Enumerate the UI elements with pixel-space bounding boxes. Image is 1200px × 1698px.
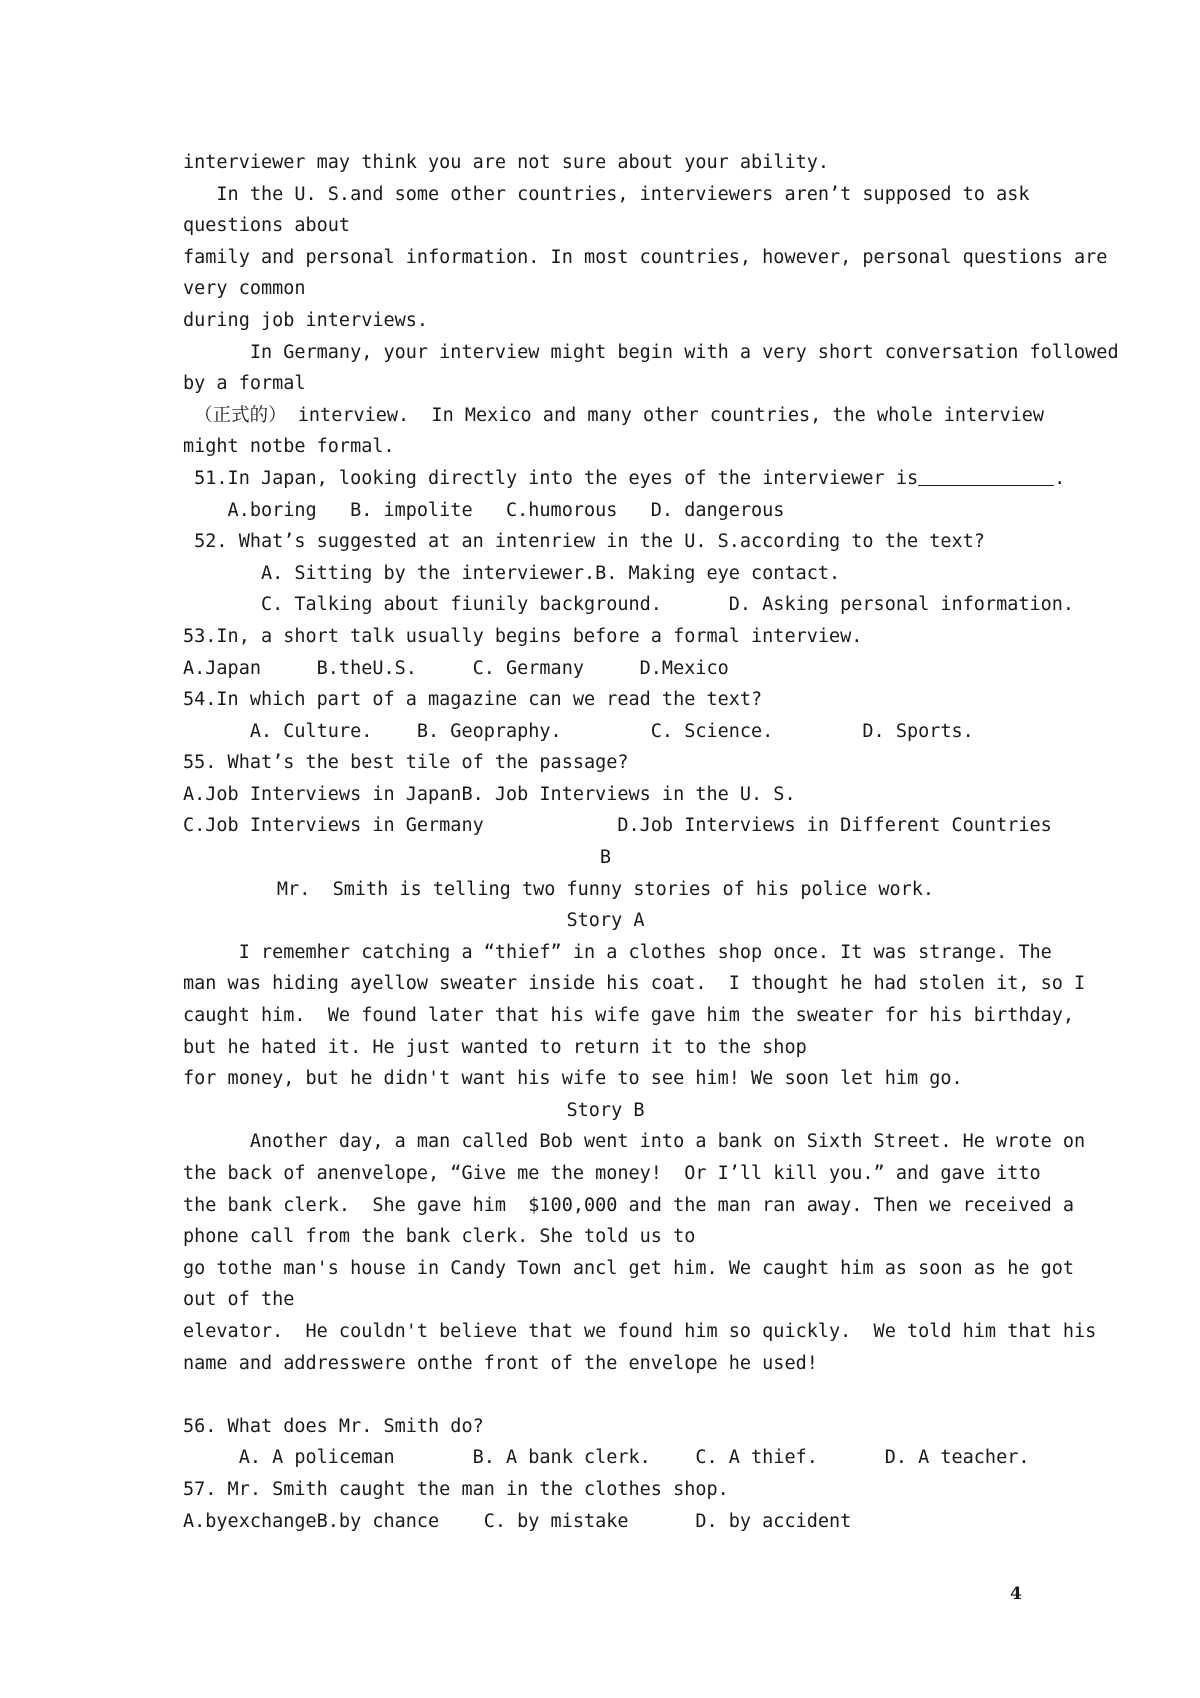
question-53: 53.In, a short talk usually begins before a formal interview. [183,625,863,647]
passage-line: family and personal information. In most countries, however, personal questions are [183,246,1108,268]
passage-line: （正式的） interview. In Mexico and many other countries, the whole interview [183,404,1045,426]
page-number: 4 [1010,1584,1022,1604]
question-56-options: A. A policeman B. A bank clerk. C. A thief. D. A teacher. [183,1447,1030,1469]
passage-line: Another day, a man called Bob went into a bank on Sixth Street. He wrote on [183,1131,1086,1153]
question-53-options: A.Japan B.theU.S. C. Germany D.Mexico [183,657,729,679]
passage-line: phone call from the bank clerk. She told us to [183,1226,696,1248]
question-54-options: A. Culture. B. Geopraphy. C. Science. D. Sports. [183,720,974,742]
passage-line: I rememher catching a “thief” in a clothes shop once. It was strange. The [183,941,1052,963]
section-heading-b: B [599,847,612,869]
document-body [183,147,1119,1537]
spacer [183,1379,1028,1411]
question-55-options: C.Job Interviews in Germany D.Job Interviews in Different Countries [183,815,1052,837]
question-51 [183,463,1066,495]
passage-line: elevator. He couldn't believe that we found him so quickly. We told him that his [183,1320,1097,1342]
question-55: 55. What’s the best tile of the passage? [183,752,629,774]
passage-line: during job interviews. [183,309,429,331]
answer-blank [918,465,1054,486]
passage-line: but he hated it. He just wanted to return it to the shop [183,1036,807,1058]
passage-line: name and addresswere onthe front of the envelope he used! [183,1352,818,1374]
question-51-options: A.boring B. impolite C.humorous D. dangerous [183,499,785,521]
passage-line: for money, but he didn't want his wife to see him! We soon let him go. [183,1068,963,1090]
passage-line: the back of anenvelope, “Give me the money! Or I’ll kill you.” and gave itto [183,1163,1041,1184]
question-52-options: A. Sitting by the interviewer.B. Making eye contact. [183,562,841,584]
passage-line: In the U. S.and some other countries, interviewers aren’t supposed to ask [183,183,1030,205]
passage-line: caught him. We found later that his wife gave him the sweater for his birthday, [183,1005,1075,1027]
question-57-options: A.byexchangeB.by chance C. by mistake D. by accident [183,1510,852,1532]
question-52: 52. What’s suggested at an intenriew in the U. S.according to the text? [183,531,985,553]
question-52-options: C. Talking about fiunily background. D. Asking personal information. [183,594,1075,616]
passage-line: very common [183,278,306,300]
passage-line: man was hiding ayellow sweater inside his coat. I thought he had stolen it, so I [183,973,1086,995]
question-55-options: A.Job Interviews in JapanB. Job Interviews in the U. S. [183,783,796,805]
story-b-title: Story B [566,1099,645,1121]
passage-line: questions about [183,215,351,237]
passage-line: might notbe formal. [183,436,395,458]
passage-line: by a formal [183,373,306,395]
passage-line: the bank clerk. She gave him $100,000 and the man ran away. Then we received a [183,1194,1075,1216]
blank-end: . [1054,467,1066,489]
section-intro: Mr. Smith is telling two funny stories of his police work. [276,878,935,900]
passage-line: interviewer may think you are not sure about your ability. [183,152,830,173]
story-a-title: Story A [566,910,645,932]
question-57: 57. Mr. Smith caught the man in the clothes shop. [183,1478,729,1500]
passage-line: go tothe man's house in Candy Town ancl get him. We caught him as soon as he got [183,1257,1075,1279]
question-51-text: 51.In Japan, looking directly into the eyes of the interviewer is [183,467,919,489]
passage-line: In Germany, your interview might begin with a very short conversation followed [183,341,1119,363]
passage-line: out of the [183,1289,295,1311]
question-54: 54.In which part of a magazine can we read the text? [183,689,763,711]
question-56: 56. What does Mr. Smith do? [183,1415,484,1437]
